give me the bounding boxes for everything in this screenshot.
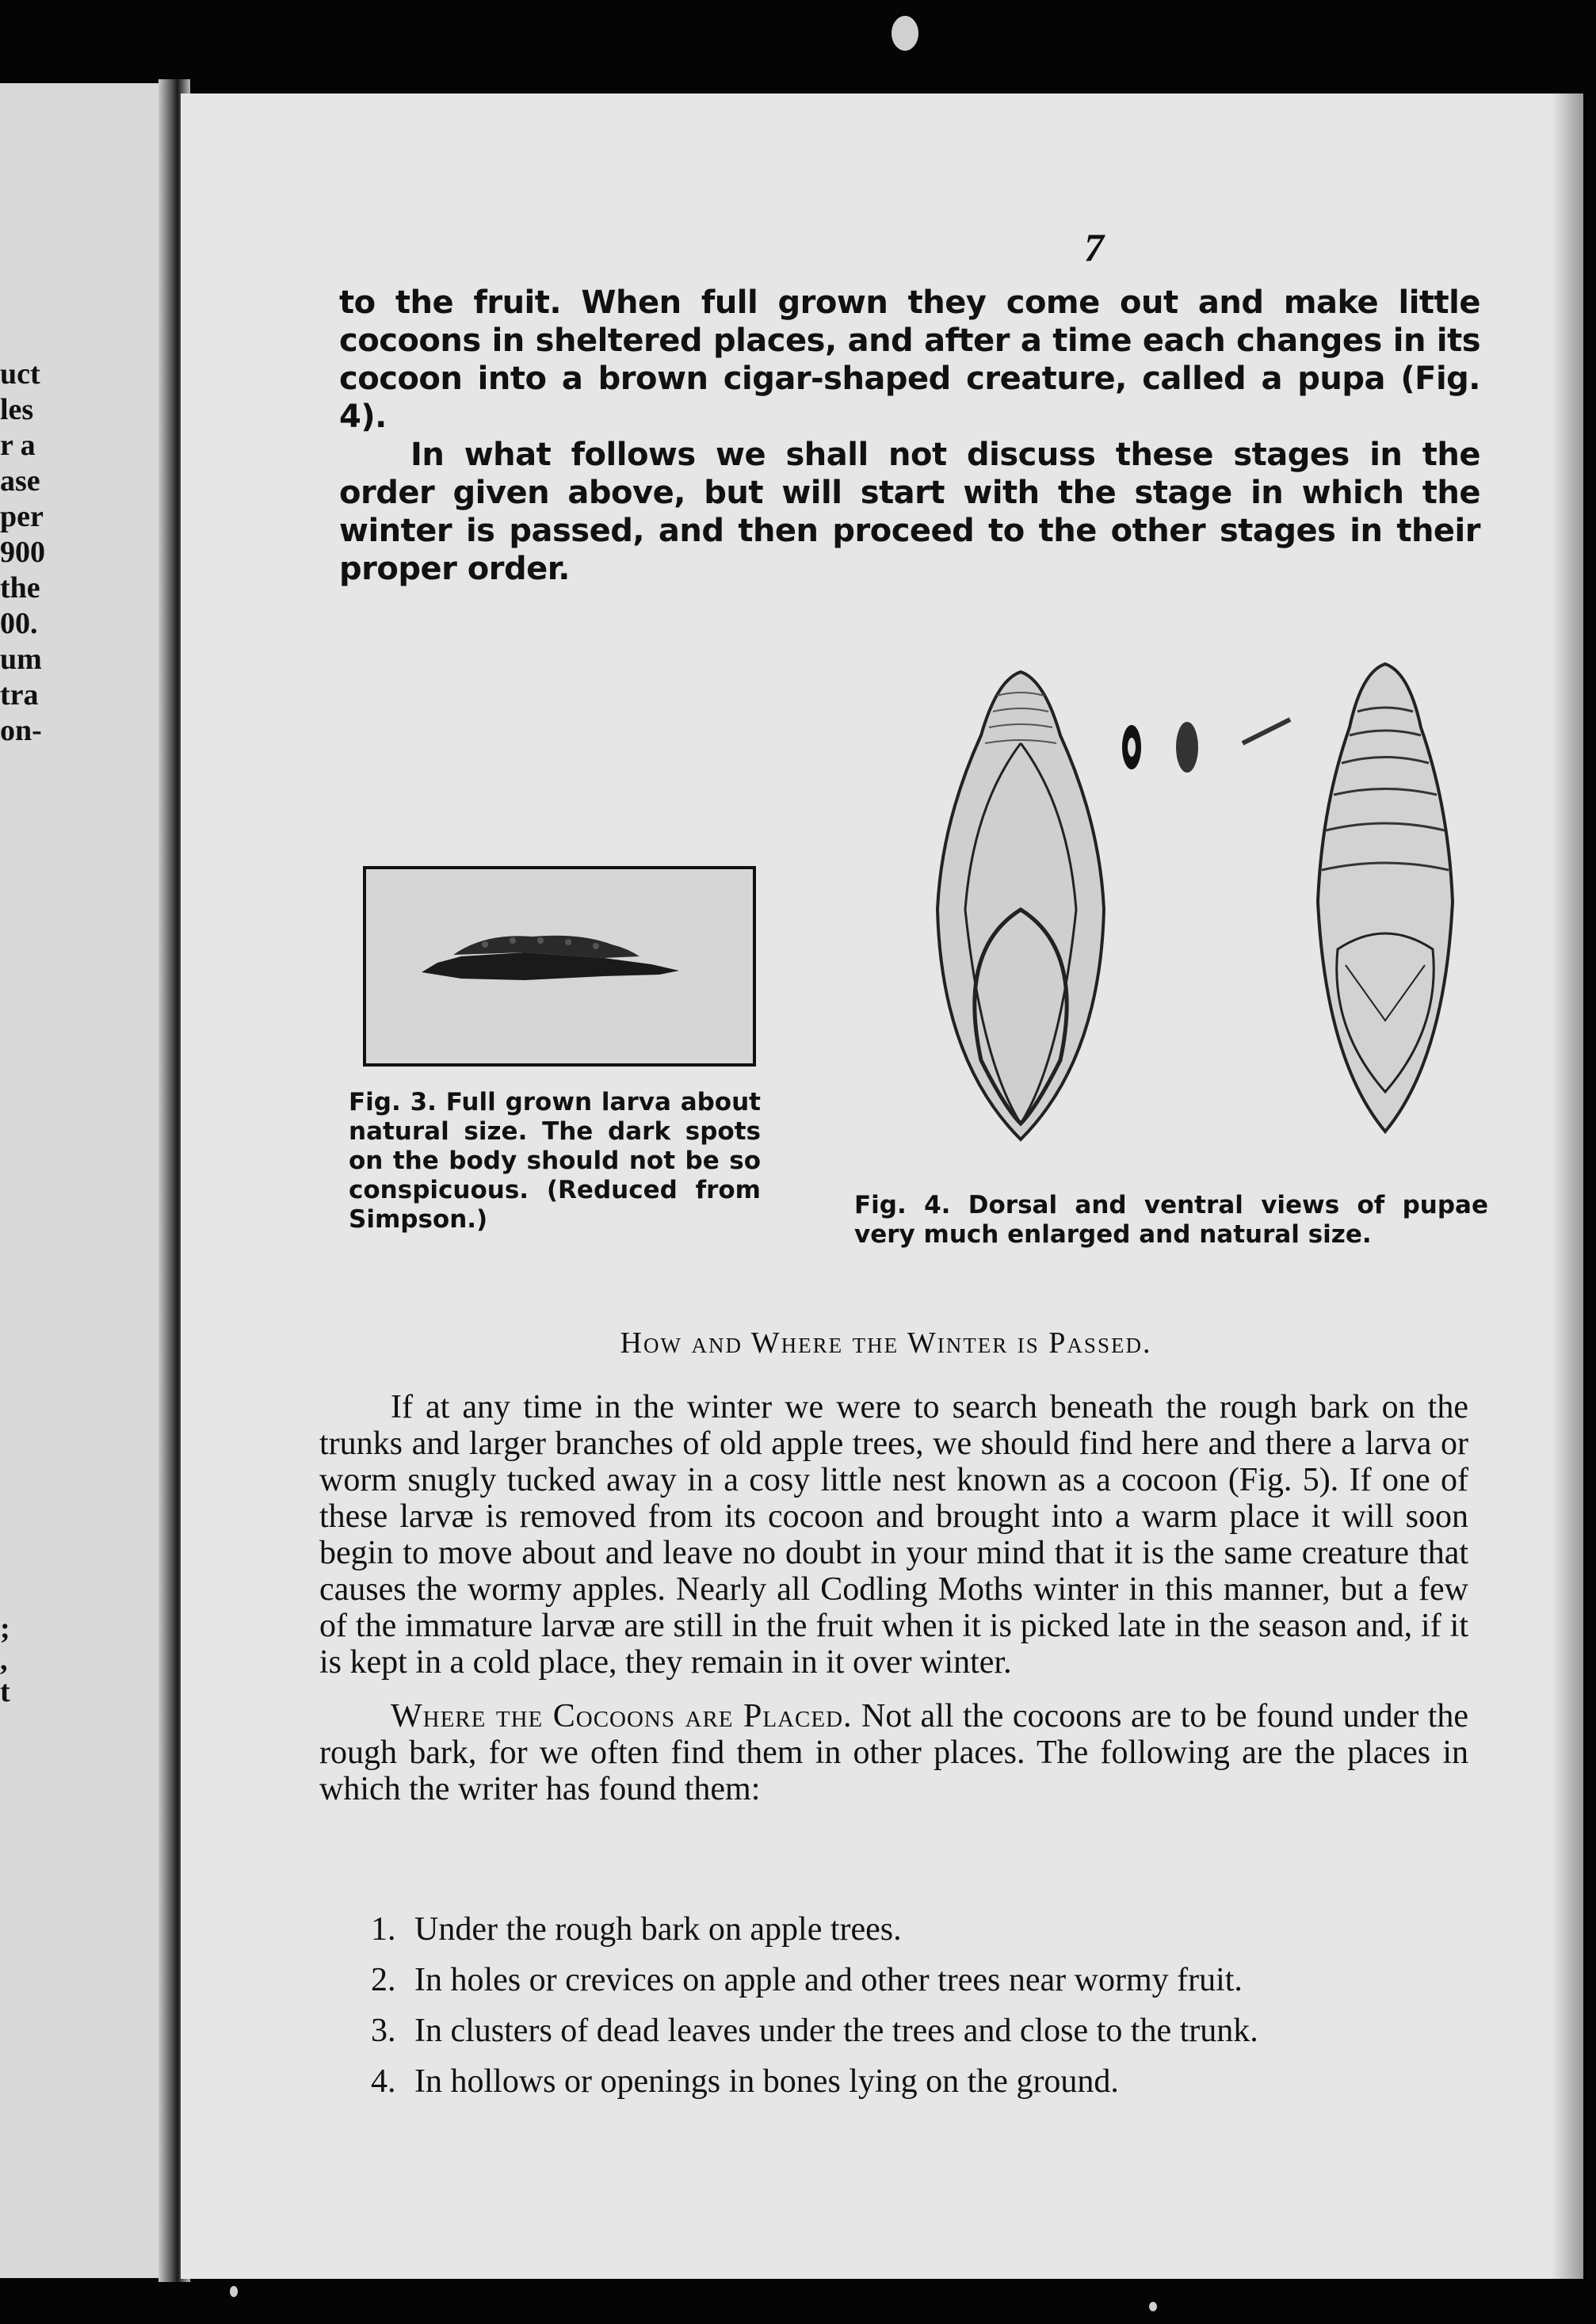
left-fragment-line: tra (0, 678, 39, 712)
list-item-text: In holes or crevices on apple and other trees near wormy fruit. (414, 1962, 1243, 1998)
page-number: 7 (1084, 225, 1104, 269)
intro-text (339, 284, 1480, 588)
left-fragment-line: les (0, 393, 34, 426)
list-item (371, 1955, 1480, 2005)
scan-speck (230, 2286, 238, 2297)
left-punct-line: , (0, 1643, 8, 1677)
intro-paragraph: to the fruit. When full grown they come out and make little cocoons in sheltered places, and after a time each changes in its cocoon into a brown cigar-shaped creature, called a pupa (Fig. 4). (339, 284, 1480, 435)
intro-paragraph: In what follows we shall not discuss these stages in the order given above, but will start with the stage in which the winter is passed, and then proceed to the other stages in their proper order. (339, 437, 1480, 587)
list-item-text: Under the rough bark on apple trees. (414, 1911, 902, 1948)
list-item-number: 2. (371, 1962, 396, 1998)
figure-4-caption: Fig. 4. Dorsal and ventral views of pupae very much enlarged and natural size. (854, 1191, 1488, 1249)
section-body (319, 1389, 1468, 1825)
left-page-edge (0, 83, 181, 2278)
scan-speck (1149, 2302, 1157, 2311)
left-punct-line: ; (0, 1612, 10, 1645)
left-fragment-line: the (0, 571, 40, 605)
pupae-drawing (862, 648, 1596, 1203)
figure-4-pupae-illustration (862, 648, 1596, 1203)
left-page-punct-fragments (0, 1612, 10, 1708)
figure-3-caption: Fig. 3. Full grown larva about natural size. The dark spots on the body should not be so conspicuous. (Reduced from Simpson.) (349, 1088, 761, 1234)
figure-3-larva-photo (363, 866, 756, 1067)
left-fragment-line: r a (0, 429, 36, 462)
list-item-number: 3. (371, 2013, 396, 2049)
cocoon-places-list (371, 1904, 1480, 2107)
left-fragment-line: 00. (0, 607, 38, 640)
section-heading: How and Where the Winter is Passed. (620, 1326, 1152, 1360)
scan-speck (892, 16, 918, 51)
list-item-number: 4. (371, 2063, 396, 2100)
left-fragment-line: 900 (0, 536, 45, 569)
list-item-text: In hollows or openings in bones lying on the ground. (414, 2063, 1119, 2100)
left-punct-line: t (0, 1675, 10, 1708)
page-content (181, 93, 1583, 2279)
left-fragment-line: um (0, 643, 42, 676)
list-item-text: In clusters of dead leaves under the trees and close to the trunk. (414, 2013, 1258, 2049)
book-page (181, 93, 1583, 2279)
list-item (371, 2056, 1480, 2107)
larva-illustration (366, 869, 753, 1063)
list-item (371, 1904, 1480, 1955)
left-fragment-line: on- (0, 714, 42, 747)
body-paragraph-text: Not all the cocoons are to be found under the rough bark, for we often find them in other places. The following are the places in which the writer has found them: (319, 1698, 1469, 1807)
list-item (371, 2005, 1480, 2056)
left-page-text-fragments (0, 357, 45, 749)
body-paragraph (319, 1698, 1468, 1807)
body-paragraph: If at any time in the winter we were to search beneath the rough bark on the trunks and larger branches of old apple trees, we should find here and there a larva or worm snugly tucked away in a cosy little nest known as a cocoon (Fig. 5). If one of these larvæ is removed from its cocoon and brought into a warm place it will soon begin to move about and leave no doubt in your mind that it is the same creature that causes the wormy apples. Nearly all Codling Moths winter in this manner, but a few of the immature larvæ are still in the fruit when it is picked late in the season and, if it is kept in a cold place, they remain in it over winter. (319, 1389, 1468, 1681)
subheading: Where the Cocoons are Placed. (391, 1698, 853, 1734)
left-fragment-line: uct (0, 357, 40, 391)
list-item-number: 1. (371, 1911, 396, 1948)
left-fragment-line: ase (0, 464, 40, 498)
left-fragment-line: per (0, 500, 44, 533)
